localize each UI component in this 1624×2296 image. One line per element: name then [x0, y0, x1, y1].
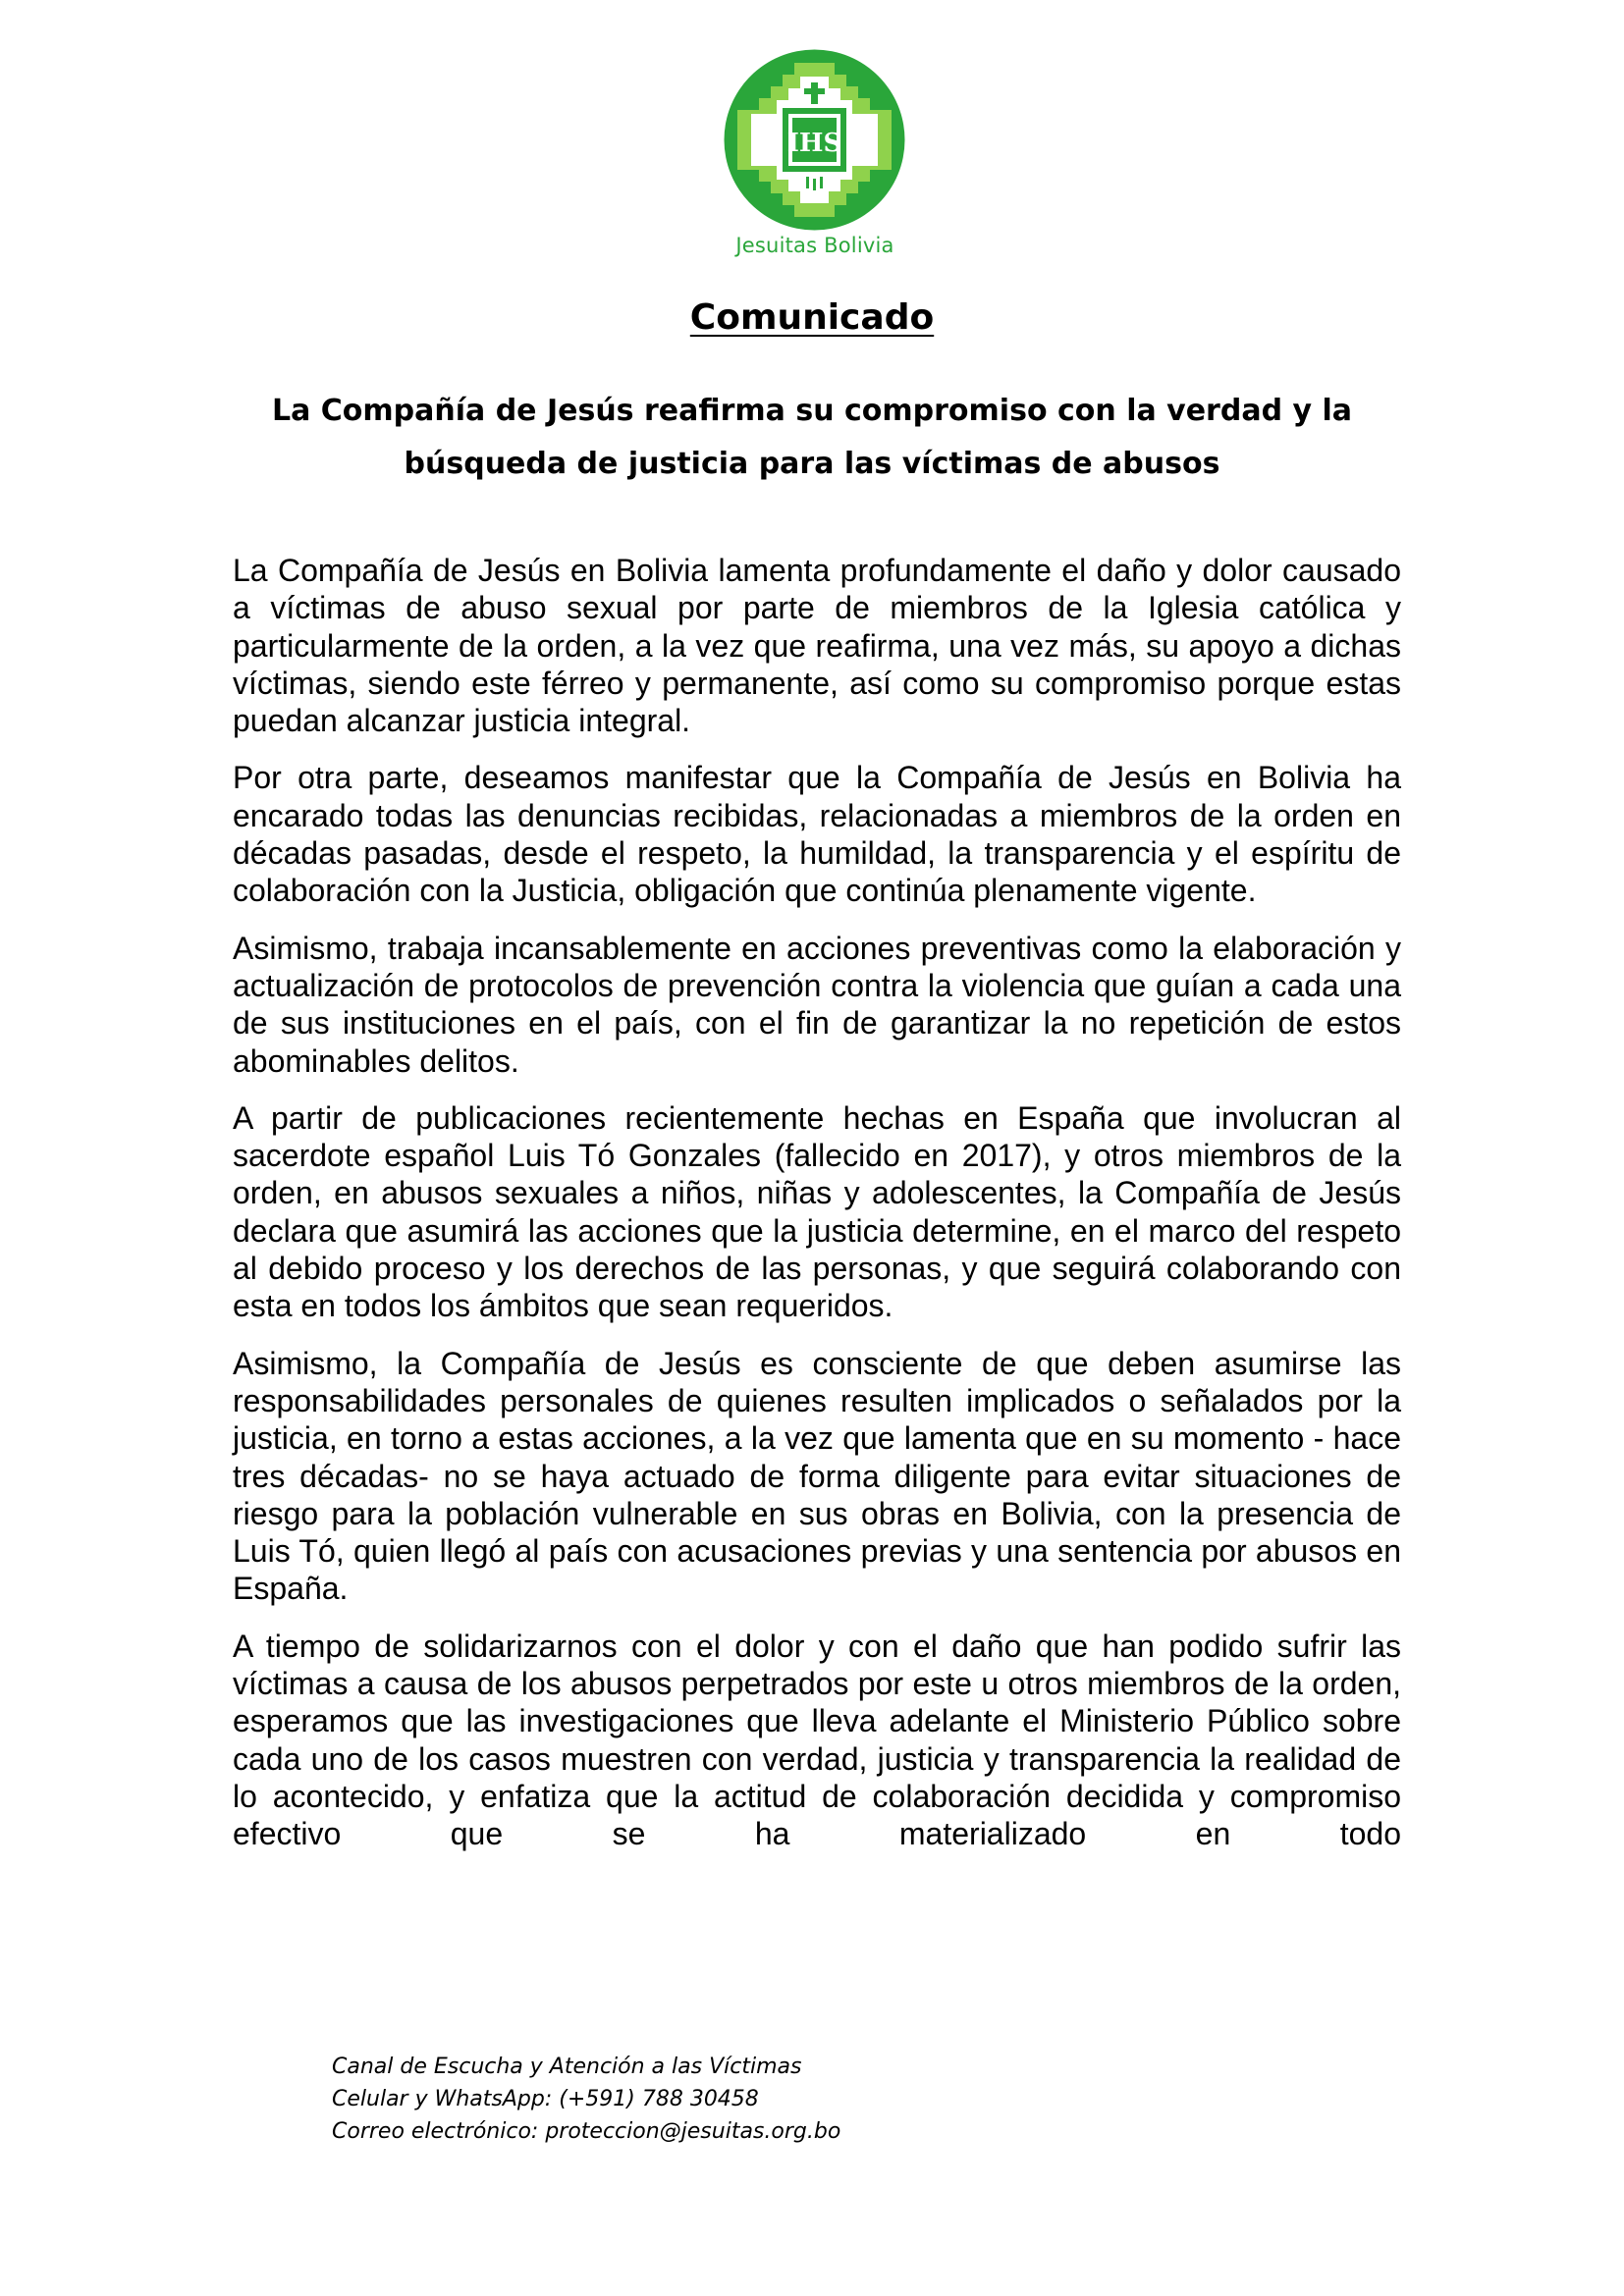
subtitle-line-1: La Compañía de Jesús reafirma su compromiso con la verdad y la	[271, 394, 1353, 428]
ihs-cross-emblem-icon	[724, 49, 905, 231]
paragraph: A tiempo de solidarizarnos con el dolor y con el daño que han podido sufrir las víctimas a causa de los abusos perpetrados por este u otros miembros de la orden, esperamos que las investigaciones que lleva adelante el Ministerio Público sobre cada uno de los casos muestren con verdad, justicia y transparencia la realidad de lo acontecido, y enfatiza que la actitud de colaboración decidida y compromiso efectivo que se ha materializado en todo	[233, 1628, 1401, 1852]
footer-channel-line: Canal de Escucha y Atención a las Víctimas	[332, 2055, 802, 2079]
jesuitas-bolivia-logo	[724, 49, 905, 265]
paragraph: La Compañía de Jesús en Bolivia lamenta profundamente el daño y dolor causado a víctimas de abuso sexual por parte de miembros de la Iglesia católica y particularmente de la orden, a la vez que reafirma, una vez más, su apoyo a dichas víctimas, siendo este férreo y permanente, así como su compromiso porque estas puedan alcanzar justicia integral.	[233, 553, 1401, 739]
paragraph: A partir de publicaciones recientemente hechas en España que involucran al sacerdote español Luis Tó Gonzales (fallecido en 2017), y otros miembros de la orden, en abusos sexuales a niños, niñas y adolescentes, la Compañía de Jesús declara que asumirá las acciones que la justicia determine, en el marco del respeto al debido proceso y los derechos de las personas, y que seguirá colaborando con esta en todos los ámbitos que sean requeridos.	[233, 1099, 1401, 1324]
footer-email-line: Correo electrónico: proteccion@jesuitas.org.bo	[332, 2119, 841, 2144]
paragraph: Asimismo, la Compañía de Jesús es consciente de que deben asumirse las responsabilidades personales de quienes resulten implicados o señalados por la justicia, en torno a estas acciones, a la vez que lamenta que en su momento - hace tres décadas- no se haya actuado de forma diligente para evitar situaciones de riesgo para la población vulnerable en sus obras en Bolivia, con la presencia de Luis Tó, quien llegó al país con acusaciones previas y una sentencia por abusos en España.	[233, 1345, 1401, 1607]
document-body	[233, 552, 1401, 1853]
footer-phone-line: Celular y WhatsApp: (+591) 788 30458	[332, 2087, 759, 2111]
paragraph: Por otra parte, deseamos manifestar que la Compañía de Jesús en Bolivia ha encarado todas las denuncias recibidas, relacionadas a miembros de la orden en décadas pasadas, desde el respeto, la humildad, la transparencia y el espíritu de colaboración con la Justicia, obligación que continúa plenamente vigente.	[233, 760, 1401, 909]
subtitle-line-2: búsqueda de justicia para las víctimas de abusos	[404, 447, 1220, 481]
svg-text:IHS: IHS	[786, 129, 842, 158]
logo-caption: Jesuitas Bolivia	[735, 234, 894, 257]
paragraph: Asimismo, trabaja incansablemente en acciones preventivas como la elaboración y actualización de protocolos de prevención contra la violencia que guían a cada una de sus instituciones en el país, con el fin de garantizar la no repetición de estos abominables delitos.	[233, 930, 1401, 1079]
contact-footer	[332, 2051, 1216, 2148]
page-title: Comunicado	[689, 297, 935, 338]
page-subtitle	[255, 385, 1369, 491]
